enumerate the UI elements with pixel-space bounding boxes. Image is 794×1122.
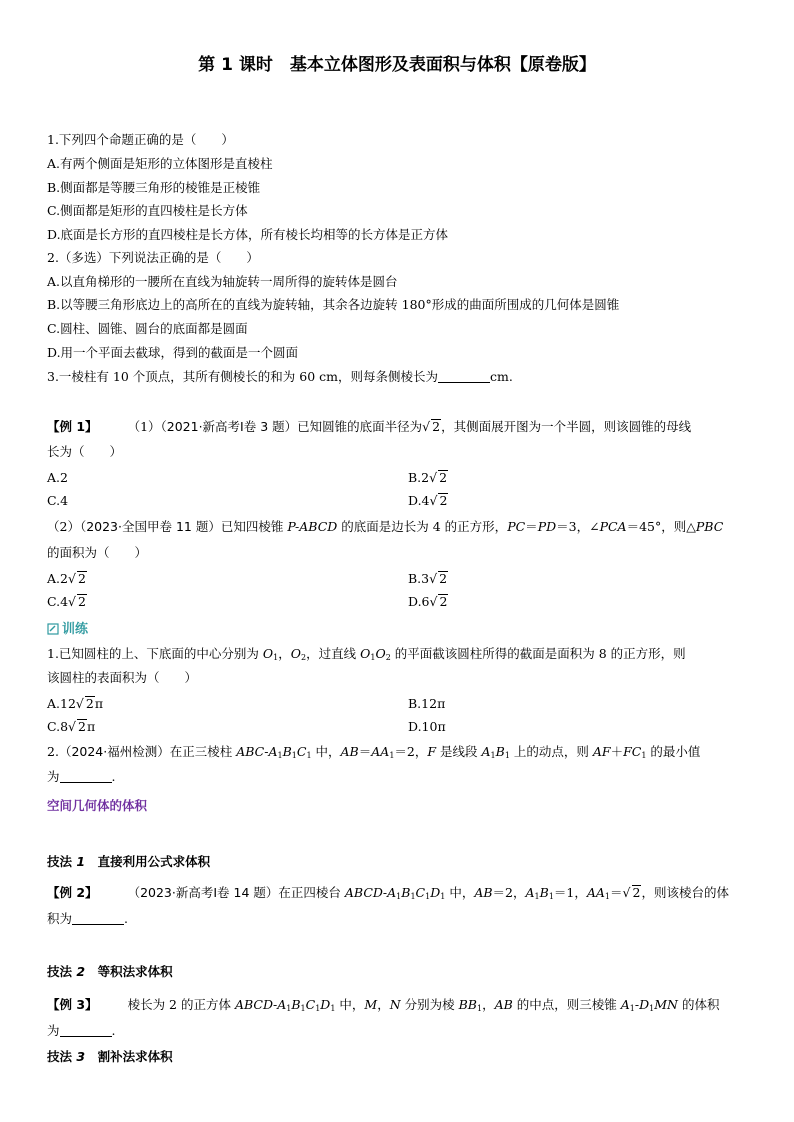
- subscript: 1: [291, 751, 297, 760]
- radicand: 2: [85, 696, 94, 711]
- radicand: 2: [439, 571, 448, 586]
- ex1-part1: [47, 418, 691, 436]
- math-var: C: [305, 997, 316, 1012]
- method-label: 技法: [47, 854, 73, 869]
- math-var: ABCD: [234, 997, 273, 1012]
- method-label: 技法: [47, 964, 73, 979]
- ex3-cont: [47, 1022, 116, 1040]
- example-label: 【例 3】: [47, 997, 98, 1012]
- answer-blank: [72, 912, 124, 925]
- radicand: 2: [439, 594, 448, 609]
- text: 的底面是边长为 4 的正方形，: [337, 519, 508, 534]
- text: 1.已知圆柱的上、下底面的中心分别为: [47, 646, 263, 661]
- train-q2: [47, 743, 700, 761]
- text: 在正三棱柱: [169, 744, 237, 759]
- subscript: 1: [410, 892, 416, 901]
- ex3: [47, 996, 719, 1014]
- ex2-cont: [47, 910, 128, 928]
- text: 上的动点，则: [509, 744, 593, 759]
- math-var: PCA: [599, 519, 627, 534]
- text: .: [111, 769, 116, 784]
- math-var: O: [360, 646, 371, 661]
- answer-blank: [60, 770, 112, 783]
- math-var: PC: [507, 519, 526, 534]
- math-var: AB: [340, 744, 359, 759]
- math-var: FC: [623, 744, 642, 759]
- train-q1-cont: 该圆柱的表面积为（ ）: [47, 670, 198, 685]
- train-q1-option-d: D.10π: [408, 719, 446, 734]
- ex1-part2-cont: 的面积为（ ）: [47, 545, 148, 560]
- math-var: A: [268, 744, 278, 759]
- q1-option-d: D.底面是长方形的直四棱柱是长方体，所有棱长均相等的长方体是正方体: [47, 227, 449, 242]
- math-var: D: [320, 997, 331, 1012]
- ex1-p2-option-d: [408, 593, 448, 611]
- sqrt-symbol: √: [429, 470, 438, 485]
- ex1-p2-option-b: [408, 570, 448, 588]
- text: ，其侧面展开图为一个半圆，则该圆锥的母线: [441, 419, 692, 434]
- section-heading: 空间几何体的体积: [47, 798, 148, 813]
- text: A.2: [47, 571, 68, 586]
- example-label: 【例 2】: [47, 885, 98, 900]
- ex2: [47, 884, 729, 902]
- subscript: 1: [300, 1004, 306, 1013]
- math-var: ABC: [236, 744, 265, 759]
- ex1-p2-option-c: [47, 593, 87, 611]
- answer-blank: [438, 370, 490, 383]
- radicand: 2: [78, 594, 86, 609]
- sqrt-symbol: √: [68, 719, 77, 734]
- text: -: [634, 997, 640, 1012]
- ex1-p1-option-a: A.2: [47, 470, 68, 485]
- math-var: M: [364, 997, 378, 1012]
- sqrt-symbol: √: [622, 885, 631, 900]
- text: -: [264, 744, 269, 759]
- method-number: 2: [76, 964, 86, 979]
- subscript: 1: [277, 751, 283, 760]
- text: C.4: [47, 594, 69, 609]
- text: ＝45°，则△: [626, 519, 696, 534]
- radicand: 2: [78, 719, 86, 734]
- train-label: 训练: [62, 622, 89, 637]
- text: π: [94, 696, 104, 711]
- q2-option-d: D.用一个平面去截球，得到的截面是一个圆面: [47, 345, 299, 360]
- q2-option-b: B.以等腰三角形底边上的高所在的直线为旋转轴，其余各边旋转 180°形成的曲面所围成的几何体是圆锥: [47, 297, 620, 312]
- text: ＝2，: [492, 885, 526, 900]
- subscript: 1: [629, 1004, 635, 1013]
- ex1-part2: [47, 518, 723, 536]
- train-q1-option-c: [47, 718, 95, 736]
- ex1-part1-cont: 长为（ ）: [47, 444, 123, 459]
- method-label: 技法: [47, 1049, 73, 1064]
- text: ＝: [525, 519, 538, 534]
- text: ＋: [610, 744, 624, 759]
- ex1-p1-option-c: C.4: [47, 493, 69, 508]
- math-var: B: [282, 744, 292, 759]
- q1-stem: 1.下列四个命题正确的是（ ）: [47, 132, 234, 147]
- text: 中，: [335, 997, 365, 1012]
- text: 为: [47, 1023, 60, 1038]
- subscript: 1: [396, 892, 402, 901]
- train-q2-cont: [47, 768, 116, 786]
- sqrt-symbol: √: [75, 696, 84, 711]
- q1-option-b: B.侧面都是等腰三角形的棱锥是正棱锥: [47, 180, 261, 195]
- text: ＝1，: [553, 885, 587, 900]
- text: D.6: [408, 594, 430, 609]
- sqrt-symbol: √: [68, 594, 77, 609]
- text: A.12: [47, 696, 76, 711]
- text: 的体积: [678, 997, 720, 1012]
- train-q1-option-a: [47, 695, 103, 713]
- subscript: 1: [440, 892, 446, 901]
- text: .: [111, 1023, 116, 1038]
- text: 已知圆锥的底面半径为: [297, 419, 423, 434]
- math-var: O: [262, 646, 274, 661]
- math-var: B: [539, 885, 549, 900]
- method-number: 3: [76, 1049, 86, 1064]
- page-title: 第 1 课时 基本立体图形及表面积与体积【原卷版】: [198, 55, 596, 75]
- text: 分别为棱: [400, 997, 459, 1012]
- subscript: 1: [389, 751, 395, 760]
- pencil-note-icon: [47, 623, 59, 635]
- text: ，: [278, 646, 291, 661]
- math-var: MN: [654, 997, 678, 1012]
- text: -: [272, 997, 278, 1012]
- sqrt-symbol: √: [429, 571, 438, 586]
- radicand: 2: [432, 419, 441, 434]
- text: 为: [47, 769, 60, 784]
- text: ，过直线: [306, 646, 361, 661]
- text: 中，: [445, 885, 475, 900]
- subscript: 1: [273, 653, 279, 662]
- math-var: A: [481, 744, 491, 759]
- subscript: 1: [490, 751, 496, 760]
- method-name: 等积法求体积: [97, 964, 173, 979]
- method-name: 割补法求体积: [97, 1049, 173, 1064]
- text: 棱长为 2 的正方体: [127, 997, 235, 1012]
- subscript: 1: [604, 892, 611, 901]
- math-var: AA: [371, 744, 390, 759]
- radicand: 2: [632, 885, 641, 900]
- text: C.8: [47, 719, 69, 734]
- method-2-heading: [47, 963, 173, 981]
- subscript: 2: [301, 653, 307, 662]
- math-var: PBC: [695, 519, 724, 534]
- math-var: A: [620, 997, 630, 1012]
- subscript: 1: [425, 892, 431, 901]
- text: 积为: [47, 911, 73, 926]
- math-var: P-ABCD: [287, 519, 338, 534]
- sqrt-symbol: √: [429, 594, 438, 609]
- method-number: 1: [76, 854, 86, 869]
- ex1-p1-option-b: [408, 469, 448, 487]
- math-var: C: [415, 885, 426, 900]
- method-3-heading: [47, 1048, 173, 1066]
- math-var: B: [495, 744, 505, 759]
- math-var: A: [277, 997, 287, 1012]
- text: ＝: [610, 885, 623, 900]
- q1-option-c: C.侧面都是矩形的直四棱柱是长方体: [47, 203, 248, 218]
- text: B.3: [408, 571, 430, 586]
- train-heading: [47, 620, 88, 639]
- text: ＝2，: [394, 744, 428, 759]
- math-var: A: [387, 885, 397, 900]
- math-var: AB: [494, 997, 513, 1012]
- radicand: 2: [439, 470, 448, 485]
- subscript: 2: [385, 653, 391, 662]
- q2-option-c: C.圆柱、圆锥、圆台的底面都是圆面: [47, 321, 248, 336]
- ex1-p2-option-a: [47, 570, 87, 588]
- q2-stem: 2.（多选）下列说法正确的是（ ）: [47, 250, 259, 265]
- q3: [47, 368, 513, 386]
- math-var: B: [401, 885, 411, 900]
- sqrt-symbol: √: [429, 493, 438, 508]
- sqrt-symbol: √: [67, 571, 76, 586]
- math-var: AA: [586, 885, 605, 900]
- math-var: AF: [592, 744, 611, 759]
- radicand: 2: [77, 571, 86, 586]
- math-var: N: [389, 997, 401, 1012]
- math-var: AB: [474, 885, 493, 900]
- math-var: ABCD: [344, 885, 383, 900]
- method-name: 直接利用公式求体积: [97, 854, 211, 869]
- text: .: [124, 911, 128, 926]
- text: 在正四棱台: [278, 885, 345, 900]
- source-tag: （2023·全国甲卷 11 题）: [79, 519, 221, 534]
- text: -: [382, 885, 388, 900]
- subscript: 1: [504, 751, 510, 760]
- ex1-p1-option-d: [408, 492, 448, 510]
- part-number: （1）: [127, 419, 161, 434]
- text: 中，: [311, 744, 341, 759]
- train-q1-option-b: B.12π: [408, 696, 446, 711]
- text: ，: [377, 997, 390, 1012]
- q2-option-a: A.以直角梯形的一腰所在直线为轴旋转一周所得的旋转体是圆台: [47, 274, 398, 289]
- text: B.2: [408, 470, 430, 485]
- text: 的最小值: [646, 744, 701, 759]
- math-var: D: [430, 885, 441, 900]
- math-var: C: [296, 744, 307, 759]
- subscript: 1: [548, 892, 554, 901]
- subscript: 1: [286, 1004, 292, 1013]
- math-var: A: [525, 885, 535, 900]
- math-var: O: [375, 646, 386, 661]
- q1-option-a: A.有两个侧面是矩形的立体图形是直棱柱: [47, 156, 273, 171]
- math-var: F: [427, 744, 437, 759]
- subscript: 1: [476, 1004, 483, 1013]
- subscript: 1: [306, 751, 312, 760]
- math-var: PD: [537, 519, 557, 534]
- text: 的中点，则三棱锥: [512, 997, 621, 1012]
- subscript: 1: [641, 751, 647, 760]
- q3-unit: cm.: [490, 369, 513, 384]
- subscript: 1: [370, 653, 376, 662]
- text: 是线段: [436, 744, 482, 759]
- method-1-heading: [47, 853, 210, 871]
- source-tag: （2021·新高考Ⅰ卷 3 题）: [160, 419, 298, 434]
- text: π: [86, 719, 96, 734]
- q3-text: 3.一棱柱有 10 个顶点，其所有侧棱长的和为 60 cm，则每条侧棱长为: [47, 369, 438, 384]
- text: 2.: [47, 744, 59, 759]
- source-tag: （2024·福州检测）: [58, 744, 170, 759]
- subscript: 1: [534, 892, 540, 901]
- text: ＝3，∠: [556, 519, 600, 534]
- text: ，: [482, 997, 495, 1012]
- subscript: 1: [315, 1004, 321, 1013]
- part-number: （2）: [47, 519, 80, 534]
- text: ，则该棱台的体: [641, 885, 729, 900]
- text: 的平面截该圆柱所得的截面是面积为 8 的正方形，则: [390, 646, 686, 661]
- math-var: D: [639, 997, 650, 1012]
- answer-blank: [60, 1024, 112, 1037]
- math-var: B: [291, 997, 301, 1012]
- text: 已知四棱锥: [220, 519, 288, 534]
- source-tag: （2023·新高考Ⅰ卷 14 题）: [127, 885, 279, 900]
- text: D.4: [408, 493, 430, 508]
- subscript: 1: [649, 1004, 655, 1013]
- example-label: 【例 1】: [47, 419, 98, 434]
- math-var: O: [290, 646, 302, 661]
- math-var: BB: [458, 997, 477, 1012]
- sqrt-symbol: √: [422, 419, 431, 434]
- text: ＝: [358, 744, 372, 759]
- radicand: 2: [439, 493, 448, 508]
- subscript: 1: [330, 1004, 336, 1013]
- train-q1: [47, 645, 686, 663]
